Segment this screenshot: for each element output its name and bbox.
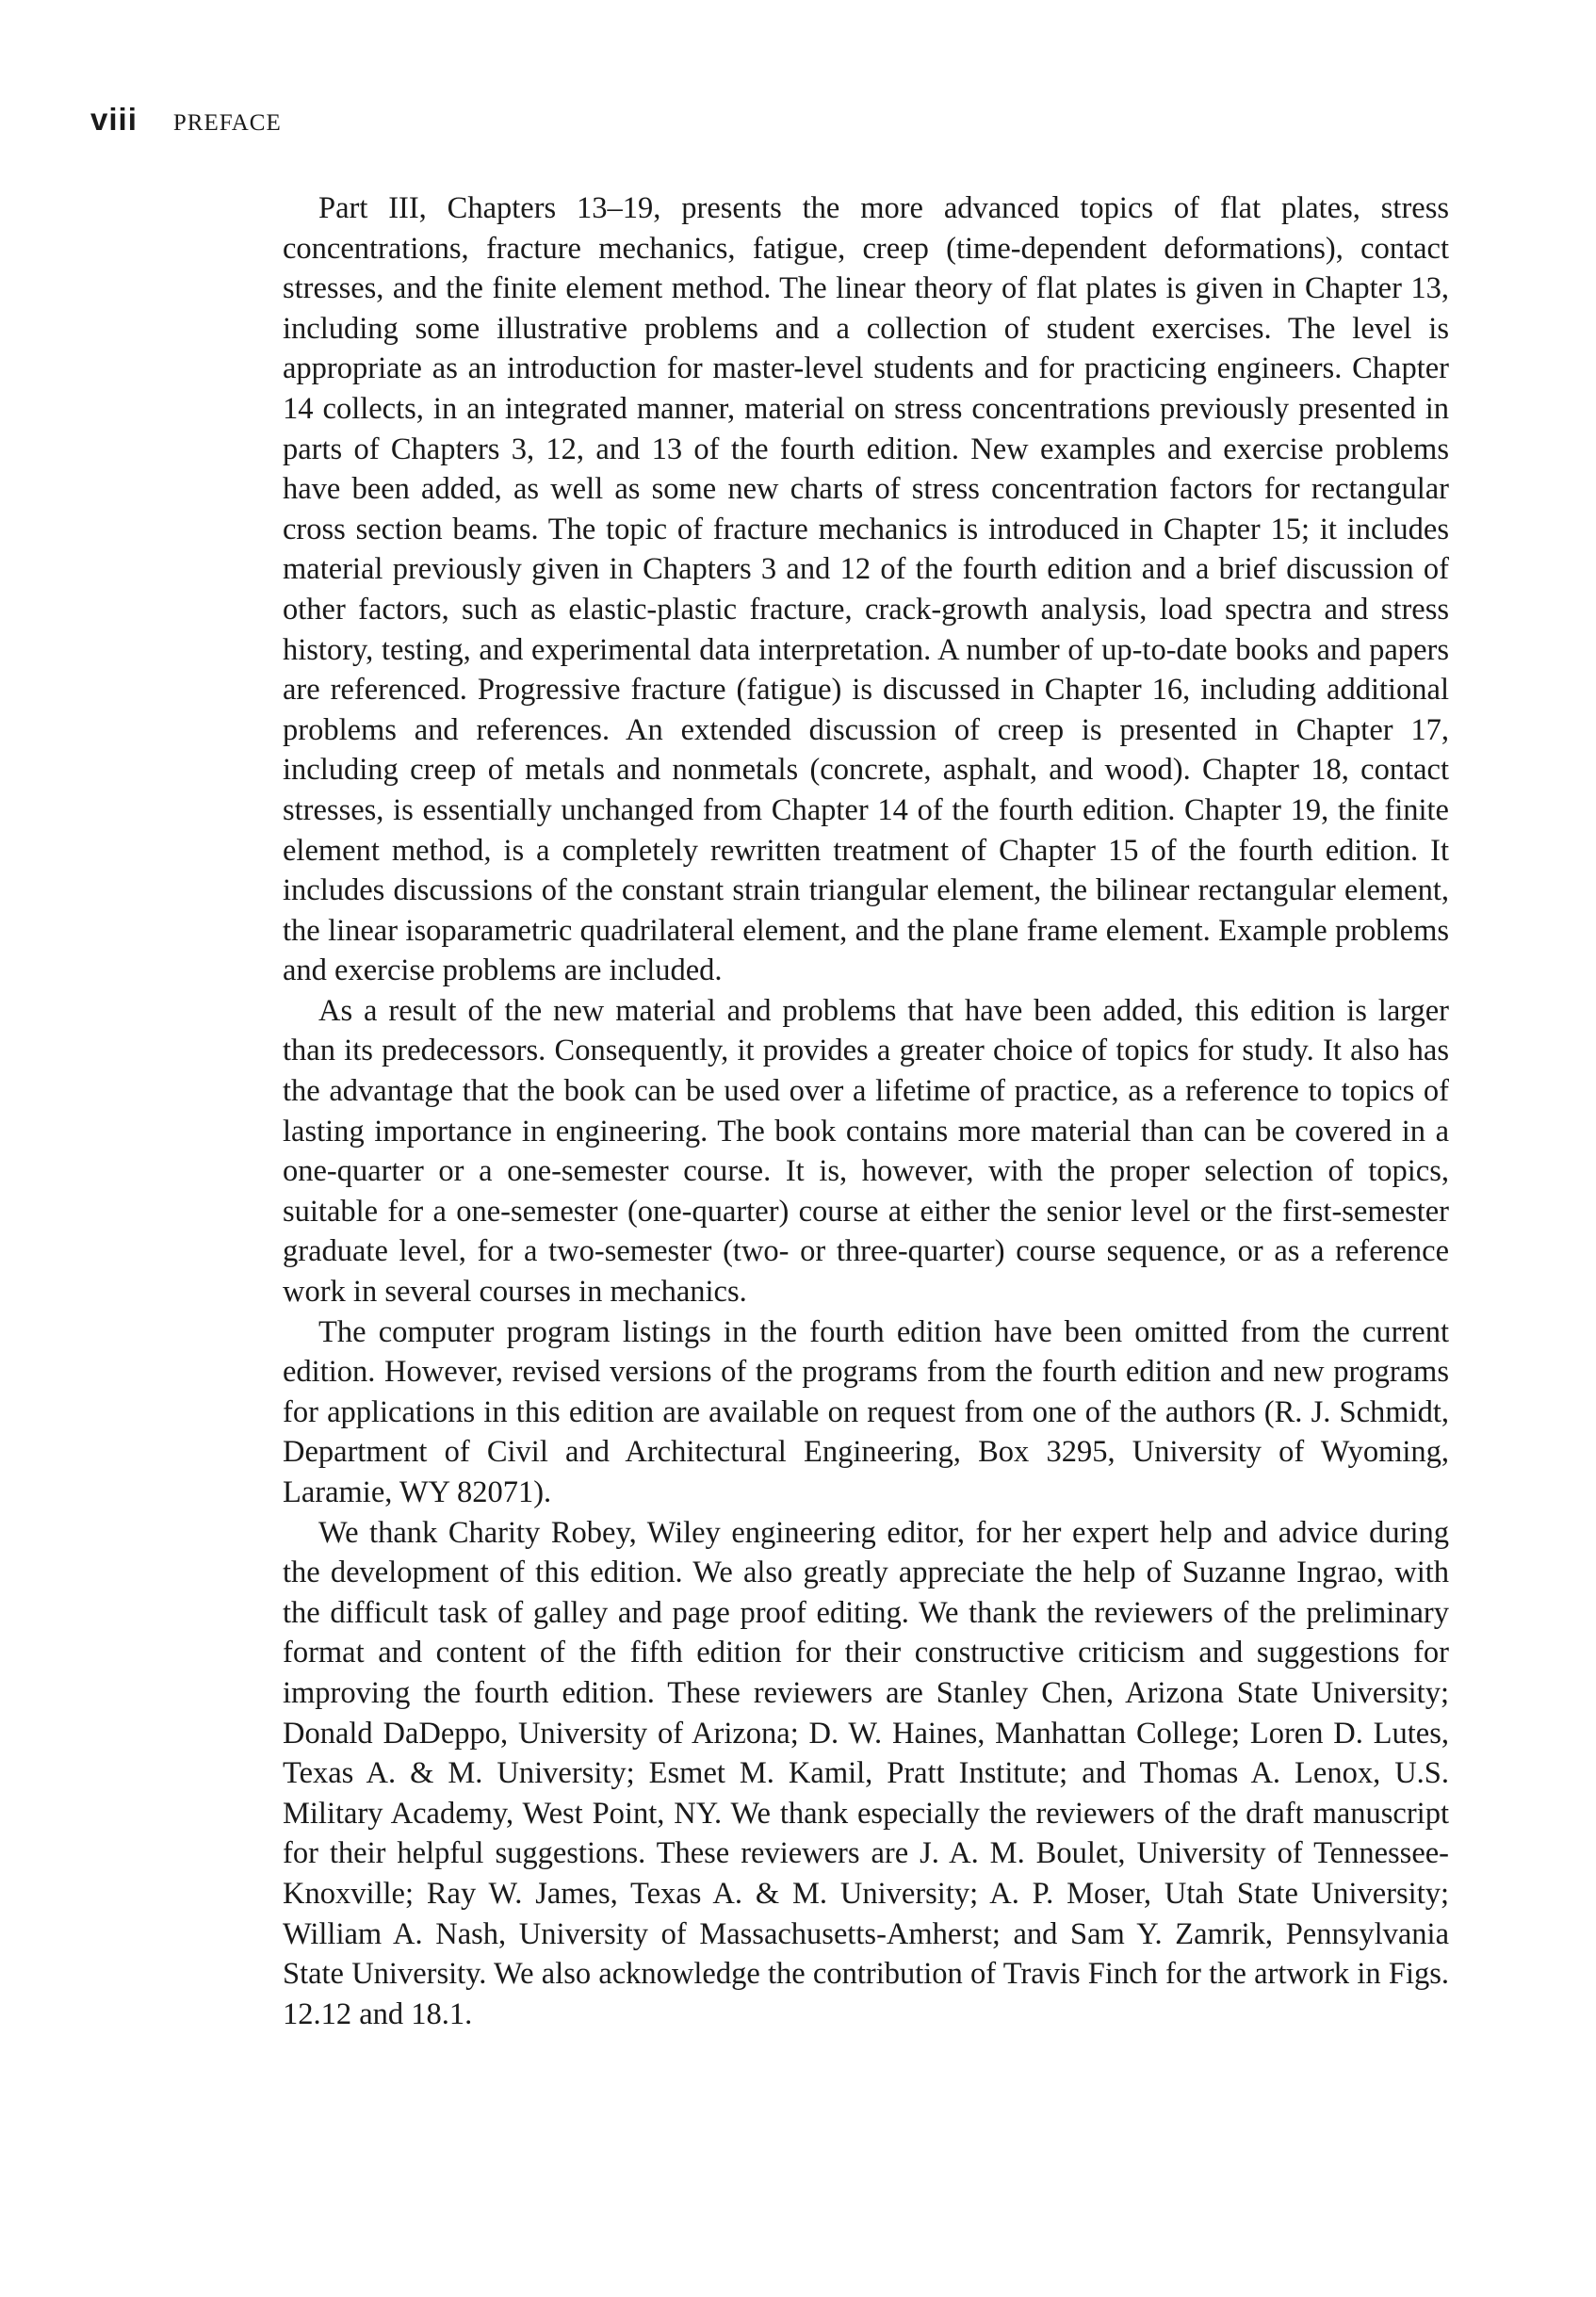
paragraph-part-three: Part III, Chapters 13–19, presents the more advanced topics of flat plates, stress concentrations, fracture mechanics, fatigue, creep (time-dependent deformations), contact stresses, and the finite element method. The linear theory of flat plates is given in Chapter 13, including some illustrative problems and a collection of student exercises. The level is appropriate as an introduction for master-level students and for practicing engineers. Chapter 14 collects, in an integrated manner, material on stress concentrations previously presented in parts of Chapters 3, 12, and 13 of the fourth edition. New examples and exercise problems have been added, as well as some new charts of stress concentration factors for rectangular cross section beams. The topic of fracture mechanics is introduced in Chapter 15; it includes material previously given in Chapters 3 and 12 of the fourth edition and a brief discussion of other factors, such as elastic-plastic fracture, crack-growth analysis, load spectra and stress history, testing, and experimental data interpretation. A number of up-to-date books and papers are referenced. Progressive fracture (fatigue) is discussed in Chapter 16, including additional problems and references. An extended discussion of creep is presented in Chapter 17, including creep of metals and nonmetals (concrete, asphalt, and wood). Chapter 18, contact stresses, is essentially unchanged from Chapter 14 of the fourth edition. Chapter 19, the finite element method, is a completely rewritten treatment of Chapter 15 of the fourth edition. It includes discussions of the constant strain triangular element, the bilinear rectangular element, the linear isoparametric quadrilateral element, and the plane frame element. Example problems and exercise problems are included. (283, 191, 1449, 988)
page-number: viii (90, 102, 138, 137)
body-text (283, 188, 1449, 2034)
paragraph-computer-programs: The computer program listings in the fourth edition have been omitted from the current edition. However, revised versions of the programs from the fourth edition and new programs for applications in this edition are available on request from one of the authors (R. J. Schmidt, Department of Civil and Architectural Engineering, Box 3295, University of Wyoming, Laramie, WY 82071). (283, 1314, 1449, 1509)
running-head (90, 102, 282, 138)
paragraph-acknowledgments: We thank Charity Robey, Wiley engineering editor, for her expert help and advice during the development of this edition. We also greatly appreciate the help of Suzanne Ingrao, with the difficult task of galley and page proof editing. We thank the reviewers of the preliminary format and content of the fifth edition for their constructive criticism and suggestions for improving the fourth edition. These reviewers are Stanley Chen, Arizona State University; Donald DaDeppo, University of Arizona; D. W. Haines, Manhattan College; Loren D. Lutes, Texas A. & M. University; Esmet M. Kamil, Pratt Institute; and Thomas A. Lenox, U.S. Military Academy, West Point, NY. We thank especially the reviewers of the draft manuscript for their helpful suggestions. These reviewers are J. A. M. Boulet, University of Tennessee-Knoxville; Ray W. James, Texas A. & M. University; A. P. Moser, Utah State University; William A. Nash, University of Massachusetts-Amherst; and Sam Y. Zamrik, Pennsylvania State University. We also acknowledge the contribution of Travis Finch for the artwork in Figs. 12.12 and 18.1. (283, 1515, 1449, 2031)
section-title: PREFACE (172, 110, 282, 136)
paragraph-new-material: As a result of the new material and problems that have been added, this edition is larger than its predecessors. Consequently, it provides a greater choice of topics for study. It also has the advantage that the book can be used over a lifetime of practice, as a reference to topics of lasting importance in engineering. The book contains more material than can be covered in a one-quarter or a one-semester course. It is, however, with the proper selection of topics, suitable for a one-semester (one-quarter) course at either the senior level or the first-semester graduate level, for a two-semester (two- or three-quarter) course sequence, or as a reference work in several courses in mechanics. (283, 993, 1449, 1310)
